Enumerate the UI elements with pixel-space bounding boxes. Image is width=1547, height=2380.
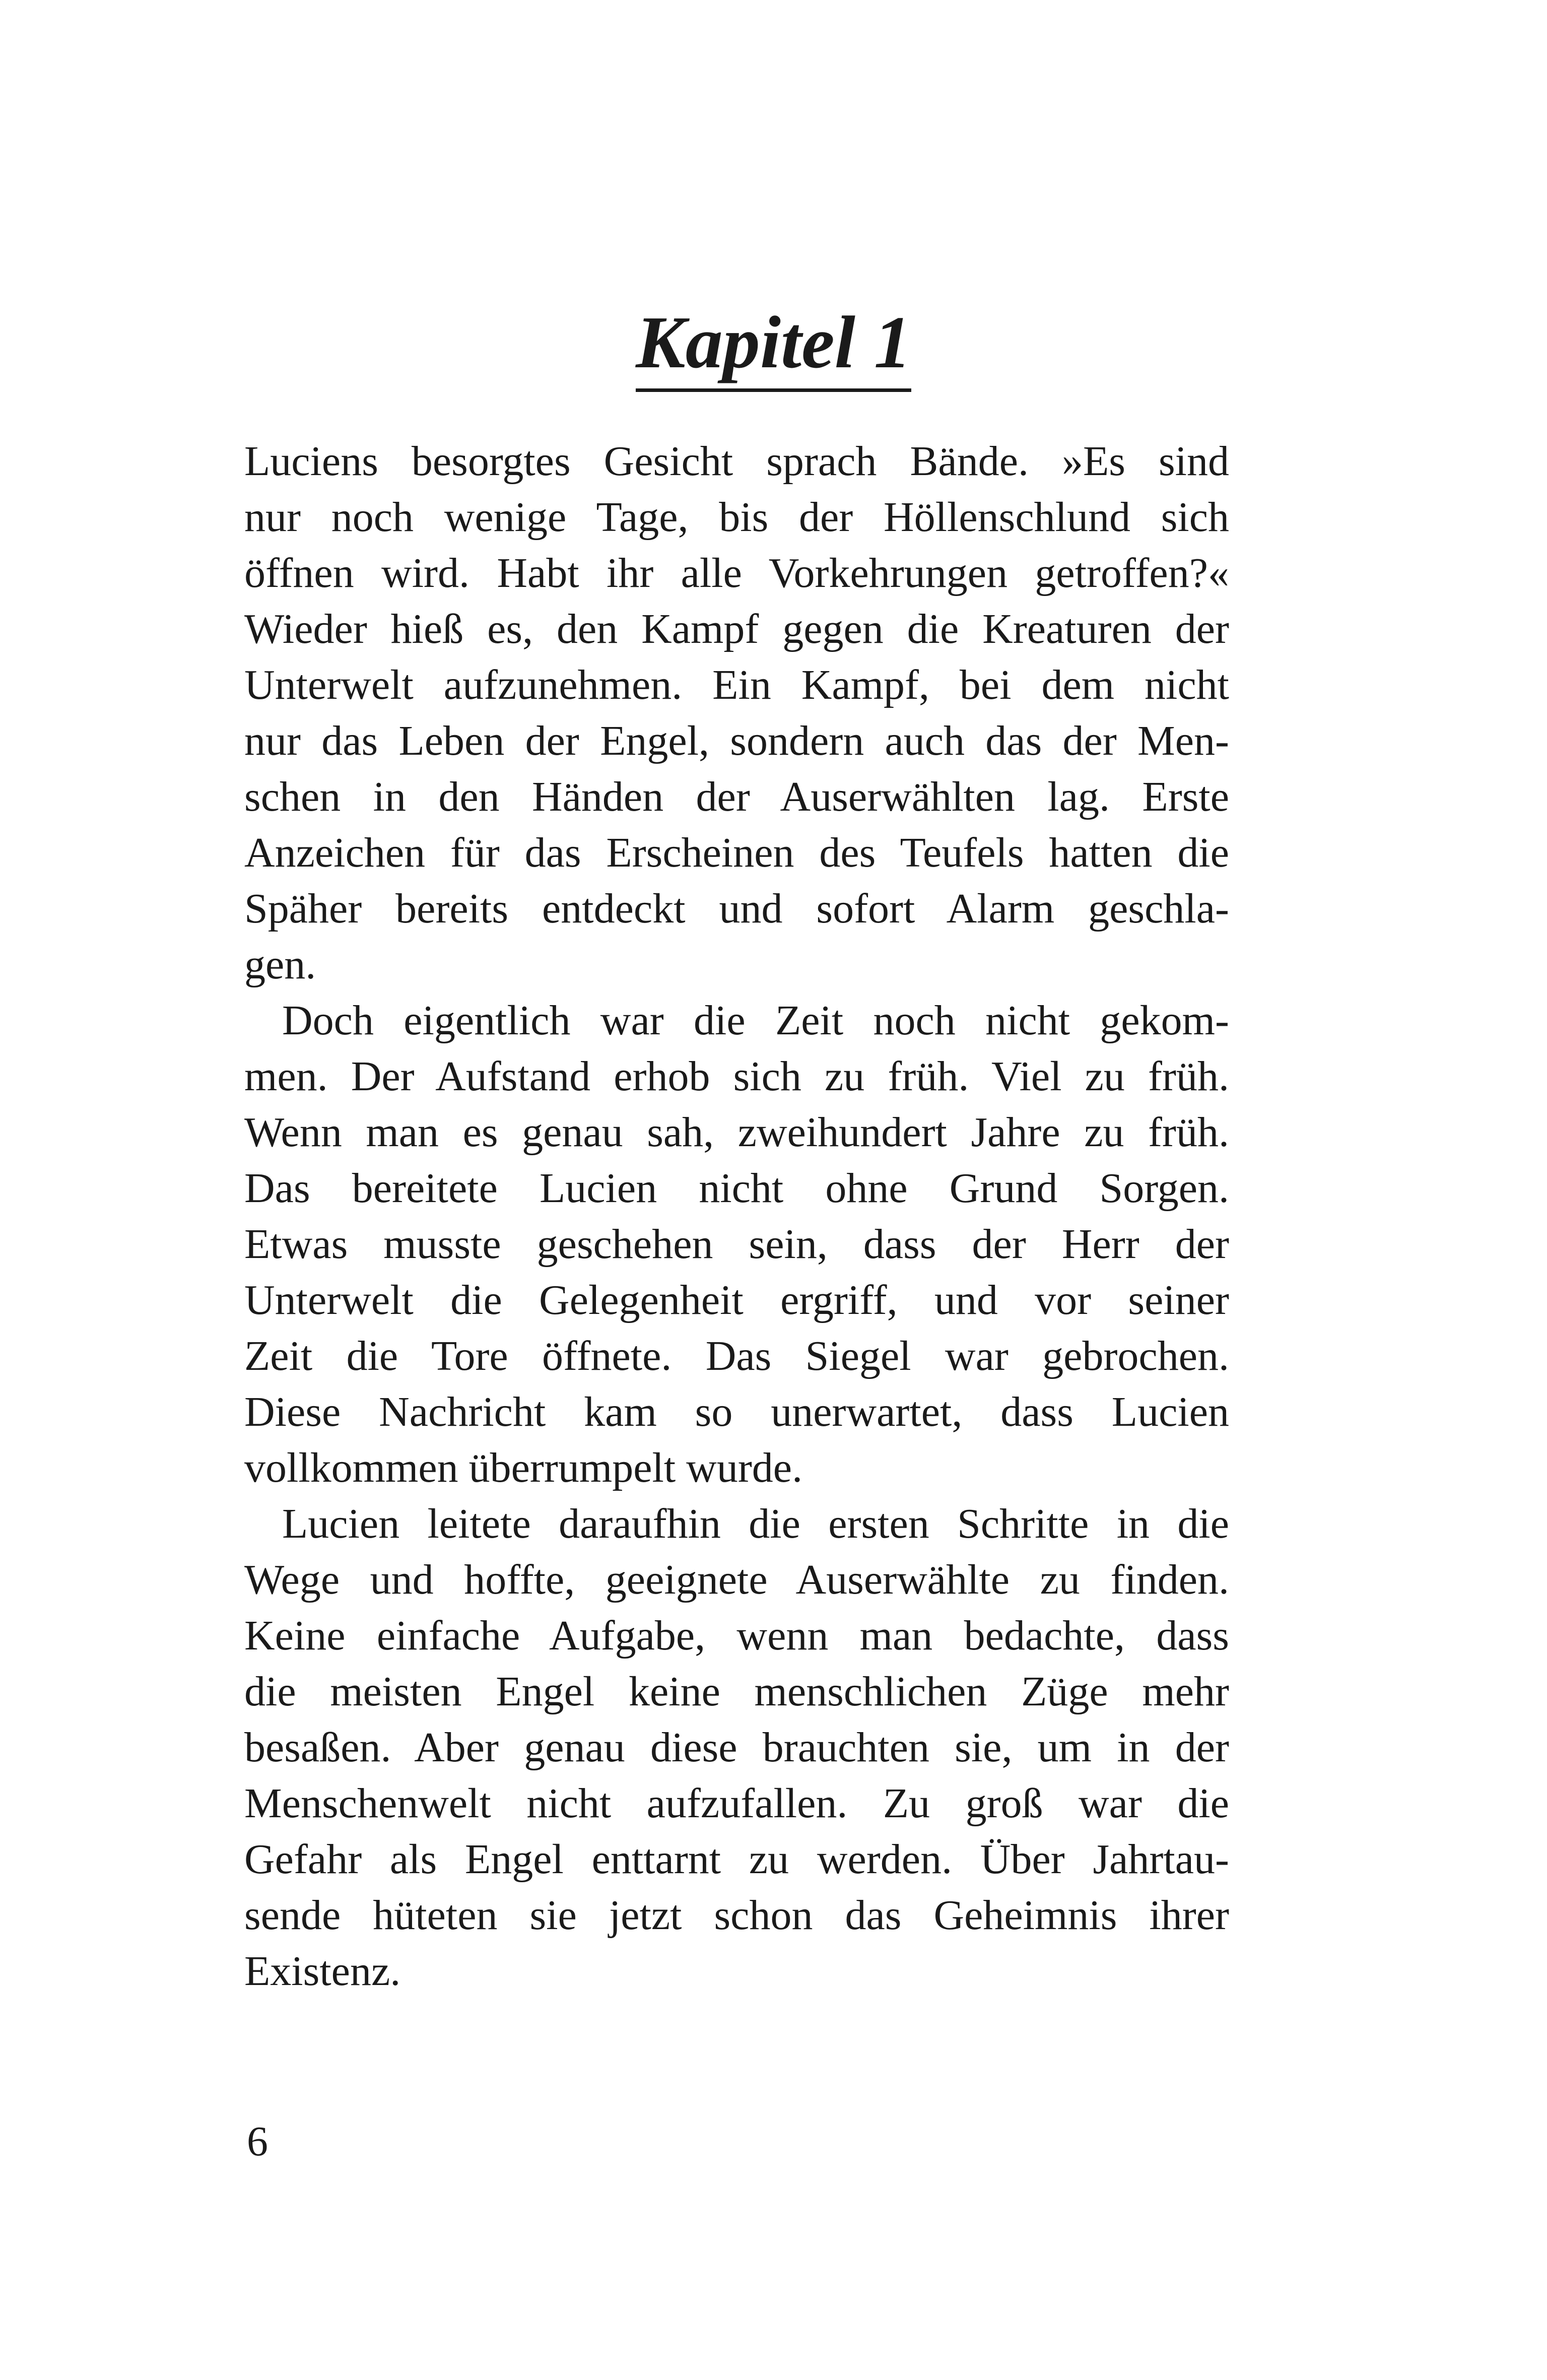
- paragraph-2: [244, 993, 1229, 1496]
- text-line: Etwas musste geschehen sein, dass der Herr der: [244, 1221, 1229, 1268]
- text-line: Wenn man es genau sah, zweihundert Jahre zu früh.: [244, 1109, 1229, 1156]
- page-number: 6: [247, 2118, 268, 2165]
- text-line: Unterwelt aufzunehmen. Ein Kampf, bei dem nicht: [244, 662, 1229, 708]
- chapter-title: Kapitel 1: [636, 300, 911, 392]
- text-line: Diese Nachricht kam so unerwartet, dass Lucien: [244, 1389, 1229, 1435]
- text-line: Wieder hieß es, den Kampf gegen die Kreaturen der: [244, 606, 1229, 652]
- text-line: Gefahr als Engel enttarnt zu werden. Über Jahrtau-: [244, 1836, 1229, 1883]
- paragraph-1: [244, 433, 1229, 993]
- text-line: Unterwelt die Gelegenheit ergriff, und vor seiner: [244, 1277, 1229, 1324]
- text-line: schen in den Händen der Auserwählten lag. Erste: [244, 773, 1229, 820]
- text-line: besaßen. Aber genau diese brauchten sie, um in der: [244, 1724, 1229, 1771]
- text-line: men. Der Aufstand erhob sich zu früh. Viel zu früh.: [244, 1053, 1229, 1100]
- chapter-heading: [0, 292, 1547, 393]
- text-line: Wege und hoffte, geeignete Auserwählte zu finden.: [244, 1556, 1229, 1603]
- text-line: gen.: [244, 941, 316, 988]
- text-line: Existenz.: [244, 1948, 401, 1995]
- text-line: sende hüteten sie jetzt schon das Geheimnis ihrer: [244, 1892, 1229, 1939]
- text-line: Späher bereits entdeckt und sofort Alarm geschla-: [244, 885, 1229, 932]
- text-line: Doch eigentlich war die Zeit noch nicht gekom-: [282, 997, 1229, 1044]
- text-line: Anzeichen für das Erscheinen des Teufels hatten die: [244, 829, 1229, 876]
- text-line: vollkommen überrumpelt wurde.: [244, 1444, 803, 1491]
- text-line: öffnen wird. Habt ihr alle Vorkehrungen getroffen?«: [244, 550, 1229, 597]
- text-line: Keine einfache Aufgabe, wenn man bedachte, dass: [244, 1612, 1229, 1659]
- chapter-body: [244, 433, 1229, 1999]
- text-line: nur das Leben der Engel, sondern auch das der Men-: [244, 717, 1229, 764]
- text-line: Menschenwelt nicht aufzufallen. Zu groß war die: [244, 1780, 1229, 1827]
- text-line: nur noch wenige Tage, bis der Höllenschlund sich: [244, 494, 1229, 541]
- text-line: die meisten Engel keine menschlichen Züge mehr: [244, 1668, 1229, 1715]
- text-line: Lucien leitete daraufhin die ersten Schritte in die: [282, 1500, 1229, 1547]
- text-line: Zeit die Tore öffnete. Das Siegel war gebrochen.: [244, 1333, 1229, 1379]
- text-line: Das bereitete Lucien nicht ohne Grund Sorgen.: [244, 1165, 1229, 1212]
- text-line: Luciens besorgtes Gesicht sprach Bände. »Es sind: [244, 438, 1229, 485]
- paragraph-3: [244, 1496, 1229, 1999]
